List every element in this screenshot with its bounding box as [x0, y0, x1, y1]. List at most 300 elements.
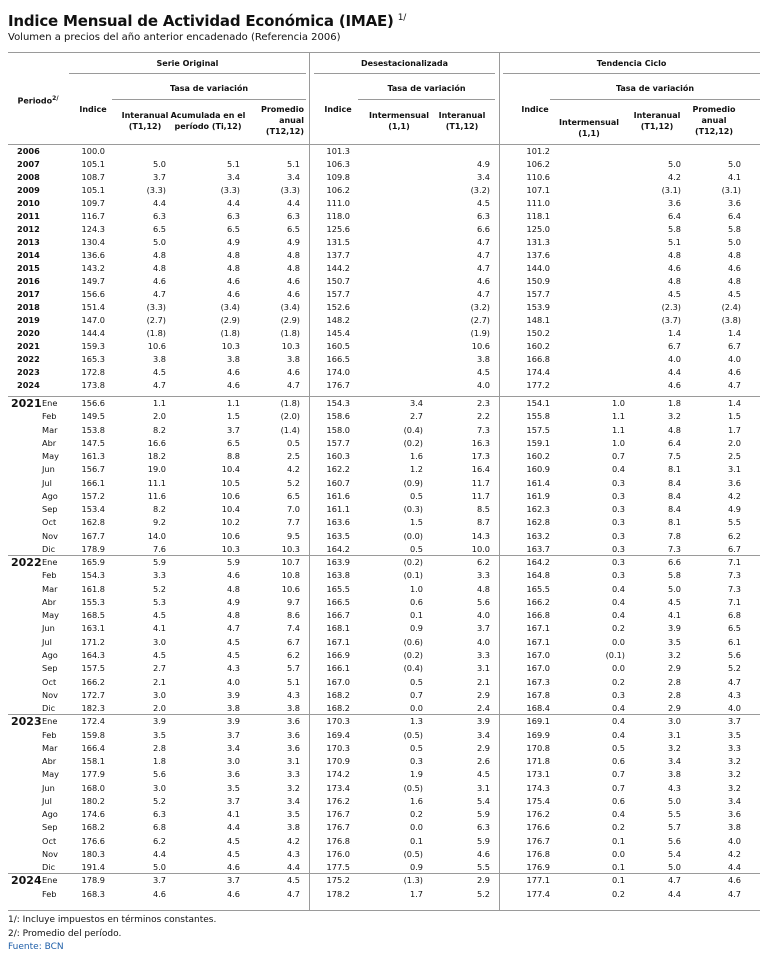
cell-tc-promedio: 7.1 — [727, 597, 741, 607]
cell-tc-intermensual: 0.1 — [611, 836, 625, 846]
cell-tc-intermensual: 1.0 — [611, 438, 625, 448]
cell-so-promedio: 5.1 — [286, 677, 300, 687]
cell-tc-promedio: 4.6 — [727, 367, 741, 377]
cell-so-acumulada: 10.4 — [221, 504, 240, 514]
cell-tc-indice: 175.4 — [526, 796, 550, 806]
table-row — [0, 379, 769, 392]
cell-tc-interanual: 5.0 — [667, 159, 681, 169]
cell-so-interanual: 9.2 — [152, 517, 166, 527]
table-row — [0, 262, 769, 275]
table-row — [0, 477, 769, 490]
cell-so-indice: 161.8 — [81, 584, 105, 594]
cell-de-intermensual: 1.3 — [409, 716, 423, 726]
cell-tc-interanual: 6.4 — [667, 211, 681, 221]
table-row — [0, 755, 769, 768]
cell-tc-indice: 176.6 — [526, 822, 550, 832]
row-year: 2024 — [11, 874, 42, 887]
header-tc-interanual-l2: (T1,12) — [640, 122, 674, 131]
cell-so-interanual: 19.0 — [147, 464, 166, 474]
cell-de-intermensual: (0.6) — [403, 637, 423, 647]
cell-tc-promedio: 4.8 — [727, 250, 741, 260]
cell-tc-interanual: 3.2 — [667, 743, 681, 753]
cell-so-interanual: 4.4 — [152, 198, 166, 208]
cell-tc-promedio: 3.6 — [727, 198, 741, 208]
cell-tc-indice: 144.0 — [526, 263, 550, 273]
cell-so-indice: 144.4 — [81, 328, 105, 338]
cell-de-interanual: 16.4 — [471, 464, 490, 474]
cell-so-promedio: 4.4 — [286, 862, 300, 872]
cell-so-acumulada: 4.9 — [226, 597, 240, 607]
cell-tc-interanual: 5.8 — [667, 224, 681, 234]
cell-so-interanual: 8.2 — [152, 504, 166, 514]
cell-so-promedio: 3.1 — [286, 756, 300, 766]
cell-so-indice: 174.6 — [81, 809, 105, 819]
cell-de-interanual: 6.3 — [476, 211, 490, 221]
cell-so-interanual: 4.4 — [152, 849, 166, 859]
cell-tc-indice: 163.2 — [526, 531, 550, 541]
row-month: Oct — [42, 517, 57, 527]
cell-so-promedio: 3.8 — [286, 822, 300, 832]
cell-so-interanual: 5.0 — [152, 159, 166, 169]
cell-tc-interanual: 4.4 — [667, 367, 681, 377]
cell-tc-interanual: 4.1 — [667, 610, 681, 620]
cell-so-interanual: (3.3) — [146, 302, 166, 312]
cell-tc-interanual: 6.4 — [667, 438, 681, 448]
title-text: Indice Mensual de Actividad Económica (IMAE) — [8, 12, 394, 30]
row-year: 2023 — [17, 367, 40, 377]
table-row — [0, 424, 769, 437]
table-row — [0, 210, 769, 223]
cell-so-promedio: 10.7 — [281, 557, 300, 567]
cell-tc-indice: 177.1 — [526, 875, 550, 885]
row-month: Jun — [42, 623, 55, 633]
cell-so-acumulada: 3.6 — [226, 769, 240, 779]
row-year: 2006 — [17, 146, 40, 156]
cell-tc-interanual: 1.4 — [667, 328, 681, 338]
cell-tc-intermensual: 0.3 — [611, 570, 625, 580]
cell-so-acumulada: 5.9 — [226, 557, 240, 567]
row-month: Sep — [42, 504, 58, 514]
cell-tc-promedio: 3.2 — [727, 756, 741, 766]
table-row — [0, 609, 769, 622]
table-row — [0, 649, 769, 662]
cell-so-promedio: 9.5 — [286, 531, 300, 541]
cell-de-interanual: (2.7) — [470, 315, 490, 325]
cell-de-indice: 148.2 — [326, 315, 350, 325]
cell-so-promedio: 10.6 — [281, 584, 300, 594]
cell-de-indice: 137.7 — [326, 250, 350, 260]
cell-de-interanual: 4.7 — [476, 263, 490, 273]
cell-de-indice: 161.1 — [326, 504, 350, 514]
header-so-promedio-l1: Promedio — [260, 105, 304, 114]
cell-de-interanual: 4.0 — [476, 380, 490, 390]
cell-tc-promedio: 7.3 — [727, 570, 741, 580]
cell-so-indice: 151.4 — [81, 302, 105, 312]
cell-tc-intermensual: 1.1 — [611, 425, 625, 435]
cell-tc-intermensual: 1.1 — [611, 411, 625, 421]
cell-so-interanual: 3.5 — [152, 730, 166, 740]
cell-tc-indice: 150.2 — [526, 328, 550, 338]
cell-so-interanual: 5.2 — [152, 584, 166, 594]
cell-de-indice: 163.8 — [326, 570, 350, 580]
cell-tc-promedio: 6.7 — [727, 544, 741, 554]
cell-so-promedio: (1.4) — [280, 425, 300, 435]
cell-so-promedio: 4.5 — [286, 875, 300, 885]
cell-so-indice: 157.5 — [81, 663, 105, 673]
cell-so-acumulada: 4.3 — [226, 663, 240, 673]
row-year: 2012 — [17, 224, 40, 234]
row-month: Nov — [42, 531, 58, 541]
cell-tc-interanual: 8.4 — [667, 478, 681, 488]
cell-so-interanual: 3.0 — [152, 637, 166, 647]
cell-so-promedio: (3.4) — [280, 302, 300, 312]
cell-so-promedio: 5.2 — [286, 478, 300, 488]
cell-so-promedio: (2.0) — [280, 411, 300, 421]
row-month: Mar — [42, 425, 58, 435]
row-month: Feb — [42, 570, 57, 580]
cell-so-promedio: (2.9) — [280, 315, 300, 325]
cell-tc-intermensual: 0.3 — [611, 690, 625, 700]
year-separator — [8, 873, 760, 874]
table-row — [0, 622, 769, 635]
cell-tc-intermensual: 0.2 — [611, 889, 625, 899]
header-tc-intermensual-l1: Intermensual (1,1) — [559, 118, 619, 138]
header-de-interanual-l2: (T1,12) — [445, 122, 479, 131]
cell-de-indice: 174.2 — [326, 769, 350, 779]
cell-so-acumulada: 8.8 — [226, 451, 240, 461]
cell-de-indice: 150.7 — [326, 276, 350, 286]
row-month: Mar — [42, 584, 58, 594]
cell-de-intermensual: 1.0 — [409, 584, 423, 594]
cell-so-promedio: 4.6 — [286, 367, 300, 377]
cell-de-interanual: 14.3 — [471, 531, 490, 541]
cell-de-indice: 144.2 — [326, 263, 350, 273]
row-month: May — [42, 610, 59, 620]
cell-de-interanual: 17.3 — [471, 451, 490, 461]
cell-so-interanual: 5.9 — [152, 557, 166, 567]
cell-tc-promedio: 3.5 — [727, 730, 741, 740]
cell-so-promedio: (1.8) — [280, 398, 300, 408]
row-month: Dic — [42, 703, 56, 713]
table-row — [0, 145, 769, 158]
cell-so-interanual: 1.8 — [152, 756, 166, 766]
cell-tc-interanual: 3.1 — [667, 730, 681, 740]
cell-tc-promedio: 6.7 — [727, 341, 741, 351]
header-tc-interanual-l1: Interanual — [633, 111, 681, 120]
cell-so-acumulada: 3.9 — [226, 690, 240, 700]
cell-so-indice: 165.9 — [81, 557, 105, 567]
cell-tc-indice: 166.8 — [526, 610, 550, 620]
cell-de-indice: 160.5 — [326, 341, 350, 351]
row-year: 2021 — [17, 341, 40, 351]
cell-de-indice: 170.3 — [326, 716, 350, 726]
cell-tc-interanual: 5.5 — [667, 809, 681, 819]
cell-tc-interanual: (2.3) — [661, 302, 681, 312]
cell-de-interanual: 5.9 — [476, 836, 490, 846]
row-month: Abr — [42, 438, 57, 448]
cell-so-promedio: 4.6 — [286, 289, 300, 299]
cell-so-promedio: 4.8 — [286, 263, 300, 273]
cell-de-intermensual: 0.6 — [409, 597, 423, 607]
cell-so-indice: 167.7 — [81, 531, 105, 541]
cell-de-indice: 175.2 — [326, 875, 350, 885]
row-month: Ago — [42, 491, 58, 501]
cell-tc-intermensual: 0.0 — [611, 663, 625, 673]
table-row — [0, 662, 769, 675]
cell-de-indice: 176.8 — [326, 836, 350, 846]
footer-rule — [8, 910, 760, 911]
table-row — [0, 463, 769, 476]
cell-tc-indice: 169.9 — [526, 730, 550, 740]
cell-tc-indice: 177.2 — [526, 380, 550, 390]
cell-tc-interanual: 4.5 — [667, 289, 681, 299]
row-year: 2022 — [11, 556, 42, 569]
cell-de-interanual: 2.1 — [476, 677, 490, 687]
cell-de-indice: 178.2 — [326, 889, 350, 899]
cell-de-interanual: 2.6 — [476, 756, 490, 766]
cell-so-indice: 178.9 — [81, 544, 105, 554]
cell-de-intermensual: 1.5 — [409, 517, 423, 527]
header-periodo-text: Periodo — [17, 96, 53, 106]
cell-de-interanual: 3.9 — [476, 716, 490, 726]
title-note: 1/ — [397, 13, 407, 23]
cell-de-intermensual: (0.1) — [403, 570, 423, 580]
cell-tc-intermensual: 0.4 — [611, 716, 625, 726]
cell-tc-indice: 167.0 — [526, 663, 550, 673]
cell-de-indice: 106.3 — [326, 159, 350, 169]
header-de-tasa: Tasa de variación — [387, 84, 466, 93]
table-row — [0, 327, 769, 340]
cell-tc-promedio: 5.0 — [727, 237, 741, 247]
cell-tc-intermensual: 0.2 — [611, 623, 625, 633]
cell-tc-indice: 167.1 — [526, 637, 550, 647]
cell-tc-interanual: 6.7 — [667, 341, 681, 351]
cell-tc-promedio: 4.7 — [727, 889, 741, 899]
row-month: Jul — [42, 637, 52, 647]
cell-tc-indice: 167.3 — [526, 677, 550, 687]
cell-de-indice: 157.7 — [326, 438, 350, 448]
cell-so-acumulada: 3.5 — [226, 783, 240, 793]
header-so-interanual-l1: Interanual — [121, 111, 169, 120]
cell-so-interanual: 14.0 — [147, 531, 166, 541]
cell-de-intermensual: 0.7 — [409, 690, 423, 700]
row-month: Dic — [42, 862, 56, 872]
cell-de-intermensual: 0.9 — [409, 862, 423, 872]
cell-tc-interanual: 3.2 — [667, 411, 681, 421]
cell-de-intermensual: (0.4) — [403, 663, 423, 673]
cell-so-promedio: 7.7 — [286, 517, 300, 527]
cell-de-intermensual: 0.3 — [409, 756, 423, 766]
cell-de-indice: 167.1 — [326, 637, 350, 647]
cell-so-interanual: (2.7) — [146, 315, 166, 325]
cell-tc-promedio: 4.4 — [727, 862, 741, 872]
cell-de-interanual: 2.9 — [476, 690, 490, 700]
table-row — [0, 249, 769, 262]
cell-tc-promedio: 3.8 — [727, 822, 741, 832]
cell-tc-interanual: 4.4 — [667, 889, 681, 899]
cell-tc-interanual: 8.4 — [667, 504, 681, 514]
cell-tc-interanual: 3.8 — [667, 769, 681, 779]
cell-de-indice: 174.0 — [326, 367, 350, 377]
cell-tc-promedio: 2.0 — [727, 438, 741, 448]
cell-so-promedio: 2.5 — [286, 451, 300, 461]
cell-tc-intermensual: 0.4 — [611, 597, 625, 607]
cell-so-interanual: 4.8 — [152, 250, 166, 260]
cell-so-indice: 155.3 — [81, 597, 105, 607]
cell-de-indice: 163.6 — [326, 517, 350, 527]
cell-de-interanual: 5.4 — [476, 796, 490, 806]
cell-so-promedio: 4.3 — [286, 690, 300, 700]
cell-tc-indice: 173.1 — [526, 769, 550, 779]
cell-de-intermensual: (0.2) — [403, 438, 423, 448]
cell-de-indice: 176.7 — [326, 809, 350, 819]
cell-so-acumulada: 6.3 — [226, 211, 240, 221]
cell-de-intermensual: 0.9 — [409, 623, 423, 633]
cell-de-interanual: 6.6 — [476, 224, 490, 234]
cell-so-interanual: 2.0 — [152, 703, 166, 713]
cell-so-acumulada: 4.6 — [226, 862, 240, 872]
cell-de-indice: 125.6 — [326, 224, 350, 234]
cell-de-interanual: 4.0 — [476, 637, 490, 647]
cell-so-promedio: (1.8) — [280, 328, 300, 338]
cell-so-indice: 168.0 — [81, 783, 105, 793]
cell-tc-indice: 164.8 — [526, 570, 550, 580]
cell-tc-promedio: 5.0 — [727, 159, 741, 169]
cell-de-indice: 161.6 — [326, 491, 350, 501]
cell-de-interanual: 8.7 — [476, 517, 490, 527]
cell-so-acumulada: 4.9 — [226, 237, 240, 247]
table-row — [0, 689, 769, 702]
cell-de-intermensual: (0.4) — [403, 425, 423, 435]
cell-tc-interanual: 3.4 — [667, 756, 681, 766]
cell-tc-indice: 160.2 — [526, 451, 550, 461]
row-year: 2011 — [17, 211, 40, 221]
cell-tc-indice: 174.3 — [526, 783, 550, 793]
cell-de-intermensual: 0.0 — [409, 822, 423, 832]
cell-so-indice: 176.6 — [81, 836, 105, 846]
cell-so-acumulada: 4.4 — [226, 198, 240, 208]
cell-so-indice: 116.7 — [81, 211, 105, 221]
cell-so-interanual: 3.8 — [152, 354, 166, 364]
cell-so-interanual: 5.2 — [152, 796, 166, 806]
cell-tc-indice: 166.2 — [526, 597, 550, 607]
cell-de-indice: 166.7 — [326, 610, 350, 620]
cell-so-promedio: 3.5 — [286, 809, 300, 819]
cell-tc-indice: 161.9 — [526, 491, 550, 501]
cell-so-interanual: 4.6 — [152, 889, 166, 899]
cell-tc-promedio: (3.1) — [721, 185, 741, 195]
cell-tc-intermensual: 0.3 — [611, 504, 625, 514]
table-row — [0, 636, 769, 649]
cell-tc-indice: 125.0 — [526, 224, 550, 234]
cell-tc-indice: 177.4 — [526, 889, 550, 899]
cell-tc-promedio: 4.1 — [727, 172, 741, 182]
table-row — [0, 171, 769, 184]
cell-tc-interanual: (3.7) — [661, 315, 681, 325]
row-month: May — [42, 451, 59, 461]
cell-tc-promedio: 4.6 — [727, 875, 741, 885]
cell-de-indice: 158.6 — [326, 411, 350, 421]
table-row — [0, 782, 769, 795]
cell-so-interanual: 8.2 — [152, 425, 166, 435]
cell-tc-interanual: 4.6 — [667, 380, 681, 390]
cell-tc-promedio: 5.2 — [727, 663, 741, 673]
cell-so-indice: 154.3 — [81, 570, 105, 580]
cell-de-interanual: 4.6 — [476, 849, 490, 859]
cell-de-interanual: 3.4 — [476, 172, 490, 182]
cell-so-promedio: 5.1 — [286, 159, 300, 169]
cell-so-acumulada: 4.7 — [226, 623, 240, 633]
cell-so-acumulada: 4.8 — [226, 250, 240, 260]
cell-so-interanual: 4.6 — [152, 276, 166, 286]
cell-de-indice: 118.0 — [326, 211, 350, 221]
cell-so-interanual: 11.6 — [147, 491, 166, 501]
cell-de-indice: 164.2 — [326, 544, 350, 554]
cell-so-promedio: 4.7 — [286, 380, 300, 390]
cell-de-indice: 131.5 — [326, 237, 350, 247]
cell-de-indice: 111.0 — [326, 198, 350, 208]
cell-so-interanual: 7.6 — [152, 544, 166, 554]
cell-so-acumulada: 5.1 — [226, 159, 240, 169]
cell-tc-promedio: 3.1 — [727, 464, 741, 474]
cell-so-interanual: 3.7 — [152, 172, 166, 182]
cell-so-promedio: 3.6 — [286, 730, 300, 740]
cell-so-indice: 166.2 — [81, 677, 105, 687]
cell-de-interanual: 3.7 — [476, 623, 490, 633]
cell-so-indice: 168.2 — [81, 822, 105, 832]
cell-tc-intermensual: 0.6 — [611, 756, 625, 766]
cell-de-indice: 152.6 — [326, 302, 350, 312]
cell-so-promedio: 7.0 — [286, 504, 300, 514]
cell-tc-promedio: 3.2 — [727, 783, 741, 793]
cell-so-indice: 162.8 — [81, 517, 105, 527]
table-row — [0, 583, 769, 596]
header-tc-tasa: Tasa de variación — [615, 84, 695, 93]
cell-so-promedio: 6.5 — [286, 224, 300, 234]
cell-de-intermensual: (0.0) — [403, 531, 423, 541]
cell-so-interanual: 4.5 — [152, 610, 166, 620]
cell-de-intermensual: (1.3) — [403, 875, 423, 885]
cell-de-interanual: (3.2) — [470, 185, 490, 195]
row-month: Feb — [42, 889, 57, 899]
cell-so-indice: 172.7 — [81, 690, 105, 700]
cell-so-indice: 180.2 — [81, 796, 105, 806]
table-row — [0, 410, 769, 423]
cell-de-intermensual: (0.5) — [403, 849, 423, 859]
row-year: 2007 — [17, 159, 40, 169]
cell-so-acumulada: 3.0 — [226, 756, 240, 766]
row-month: Nov — [42, 690, 58, 700]
row-year: 2022 — [17, 354, 40, 364]
cell-so-acumulada: 4.6 — [226, 276, 240, 286]
cell-so-promedio: 4.2 — [286, 836, 300, 846]
cell-so-acumulada: 4.5 — [226, 836, 240, 846]
row-year: 2014 — [17, 250, 40, 260]
cell-tc-interanual: 4.0 — [667, 354, 681, 364]
cell-tc-indice: 176.2 — [526, 809, 550, 819]
cell-so-acumulada: (1.8) — [220, 328, 240, 338]
cell-tc-indice: 131.3 — [526, 237, 550, 247]
cell-tc-interanual: 8.1 — [667, 517, 681, 527]
header-tc-promedio-l2: anual — [701, 116, 727, 125]
cell-so-interanual: 3.7 — [152, 875, 166, 885]
cell-de-intermensual: 1.6 — [409, 796, 423, 806]
cell-tc-indice: 160.2 — [526, 341, 550, 351]
cell-so-acumulada: 4.8 — [226, 610, 240, 620]
cell-de-intermensual: 0.2 — [409, 809, 423, 819]
cell-so-acumulada: (3.4) — [220, 302, 240, 312]
cell-so-acumulada: 4.1 — [226, 809, 240, 819]
